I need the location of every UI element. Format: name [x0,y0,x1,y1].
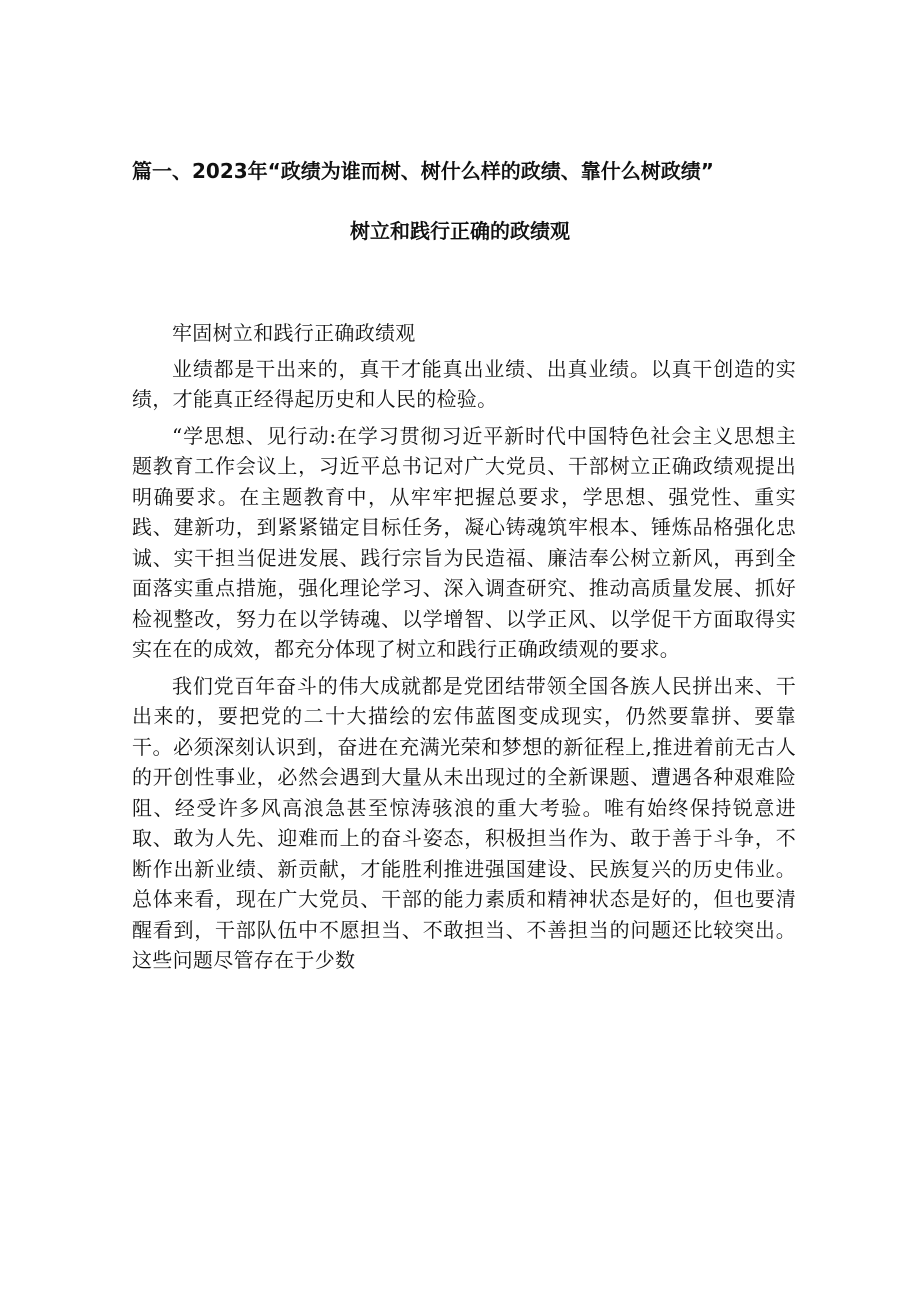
paragraph: 业绩都是干出来的，真干才能真出业绩、出真业绩。以真干创造的实绩，才能真正经得起历史和人民的检验。 [132,356,796,411]
paragraph: “学思想、见行动:在学习贯彻习近平新时代中国特色社会主义思想主题教育工作会议上，习近平总书记对广大党员、干部树立正确政绩观提出明确要求。在主题教育中，从牢牢把握总要求，学思想、强党性、重实践、建新功，到紧紧锚定目标任务，凝心铸魂筑牢根本、锤炼品格强化忠诚、实干担当促进发展、践行宗旨为民造福、廉洁奉公树立新风，再到全面落实重点措施，强化理论学习、深入调查研究、推动高质量发展、抓好检视整改，努力在以学铸魂、以学增智、以学正风、以学促干方面取得实实在在的成效，都充分体现了树立和践行正确政绩观的要求。 [132,423,796,661]
document-title-line-2: 树立和践行正确的政绩观 [350,219,570,243]
document-title-line-1: 篇一、2023年“政绩为谁而树、树什么样的政绩、靠什么树政绩” [132,159,714,183]
section-heading: 牢固树立和践行正确政绩观 [172,321,416,345]
document-body [132,318,796,976]
paragraph: 我们党百年奋斗的伟大成就都是党团结带领全国各族人民拼出来、干出来的，要把党的二十大描绘的宏伟蓝图变成现实，仍然要靠拼、要靠干。必须深刻认识到，奋进在充满光荣和梦想的新征程上,推进着前无古人的开创性事业，必然会遇到大量从未出现过的全新课题、遭遇各种艰难险阻、经受许多风高浪急甚至惊涛骇浪的重大考验。唯有始终保持锐意进取、敢为人先、迎难而上的奋斗姿态，积极担当作为、敢于善于斗争，不断作出新业绩、新贡献，才能胜利推进强国建设、民族复兴的历史伟业。总体来看，现在广大党员、干部的能力素质和精神状态是好的，但也要清醒看到，干部队伍中不愿担当、不敢担当、不善担当的问题还比较突出。这些问题尽管存在于少数 [132,673,796,972]
